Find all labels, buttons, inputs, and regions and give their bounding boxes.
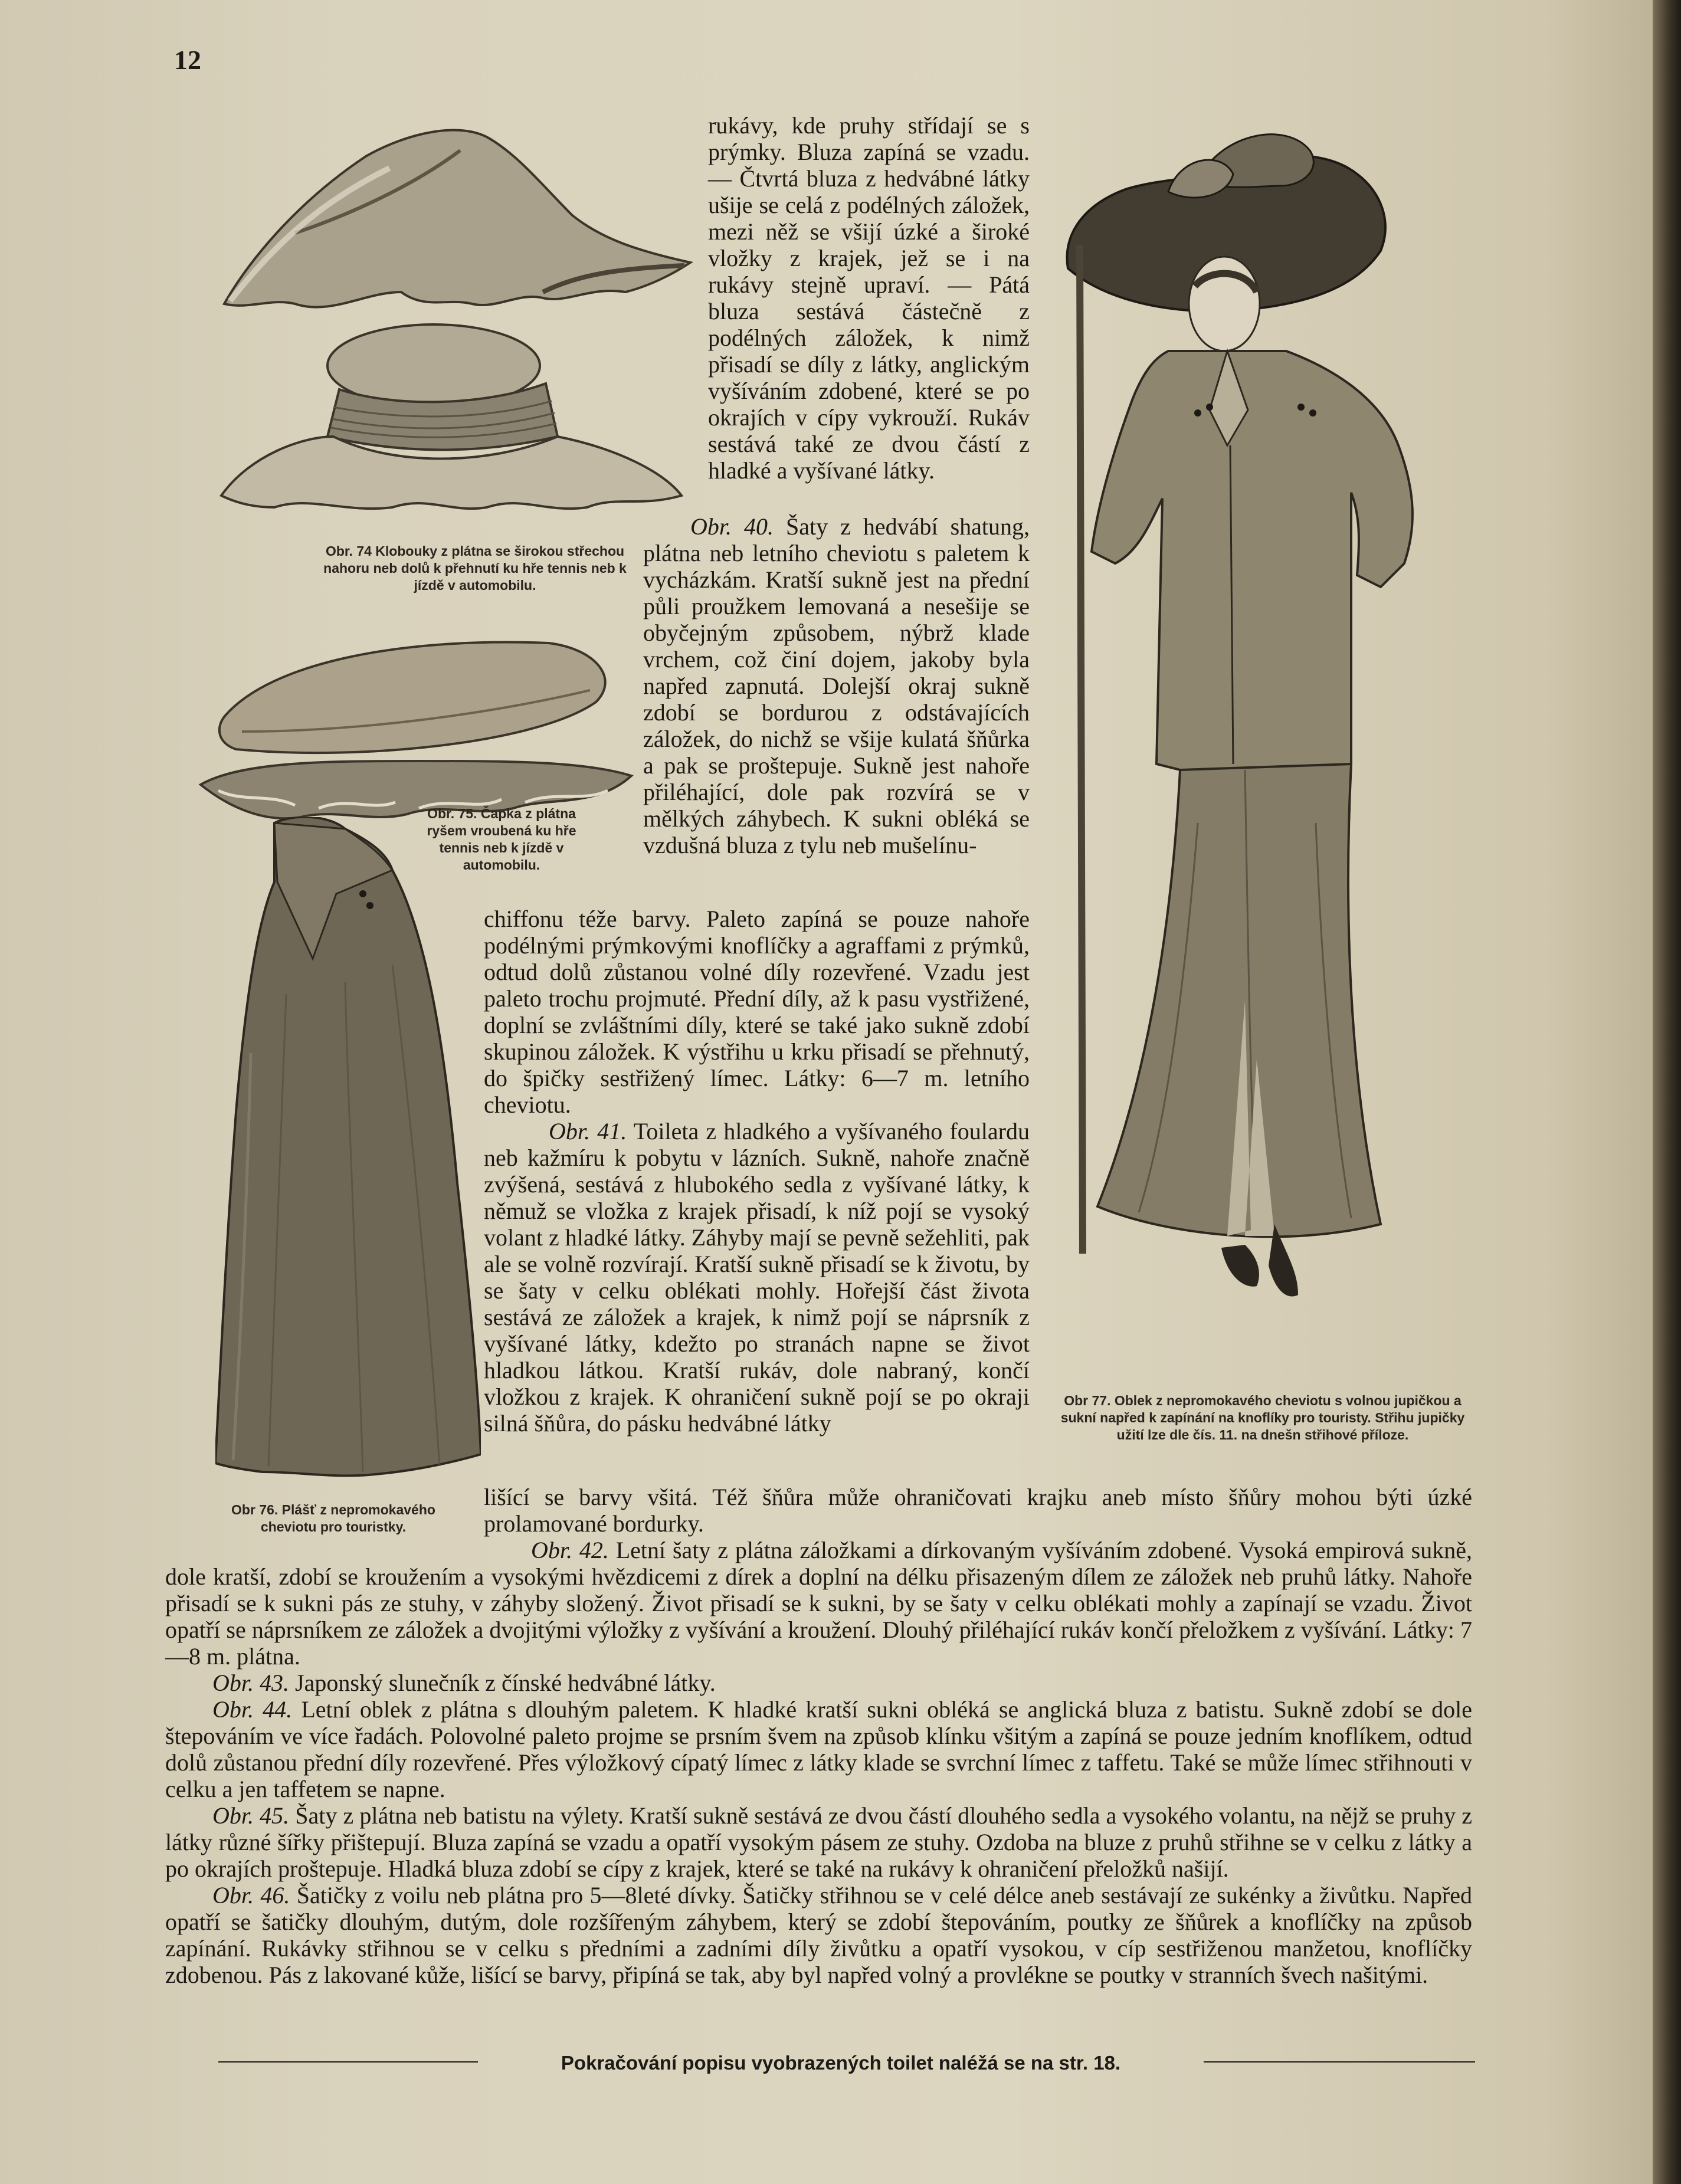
book-spine-edge [1653,0,1681,2184]
obr40-41-block [484,906,1030,1437]
obr46-text: Šatičky z voilu neb plátna pro 5—8leté dívky. Šatičky střihnou se v celé délce aneb sestávají ze sukénky a živůtku. Napřed opatří se šatičky dlouhým, dutým, dole rozšířeným záhybem, který se zdobí štepováním, poutky ze šňůrek a knoflíčky na způsob zapínání. Rukávky střihnou se v celku s předními a zadními díly živůtku a opatří vysokou, v cíp sestřiženou manžetou, knoflíčky zdobenou. Pás z lakované kůže, lišící se barvy, připíná se tak, aby byl napřed volný a provlékne se poutky v stranních švech našitými. [165,1882,1473,1988]
obr40-label: Obr. 40. [690,513,774,540]
obr41-text: Toileta z hladkého a vyšívaného foulardu neb kažmíru k pobytu v lázních. Sukně, nahoře značně zvýšená, sestává z hlubokého sedla z vyšívané látky, k němuž se vložka z krajek přisadí, k níž pojí se vysoký volant z hladké látky. Záhyby mají se pevně sežehliti, pak ale se volně rozvírají. Kratší sukně přisadí se k životu, by se šaty v celku oblékati mohly. Hořejší část života sestává ze záložek a krajek, k nimž pojí se náprsník z vyšívané látky, kdežto po stranách napne se život hladkou látkou. Kratší rukáv, dole nabraný, končí vložkou z krajek. K ohraničení sukně pojí se po okraji silná šňůra, do pásku hedvábné látky [484,1118,1030,1437]
figure-caption-74: Obr. 74 Klobouky z plátna se širokou střechou nahoru neb dolů k přehnutí ku hře tennis neb k jízdě v automobilu. [323,543,627,593]
obr46-label: Obr. 46. [212,1882,290,1908]
figure-caption-75: Obr. 75. Čapka z plátna ryšem vroubená ku hře tennis neb k jízdě v automobilu. [427,806,576,873]
obr40-text-b: chiffonu téže barvy. Paleto zapíná se pouze nahoře podélnými prýmkovými knoflíčky a agraffami z prýmků, odtud dolů zůstanou volné díly rozevřené. Vzadu jest paleto trochu projmuté. Přední díly, až k pasu vystřižené, doplní se zvláštními díly, které se také jako sukně zdobí skupinou záložek. K výstřihu u krku přisadí se přehnutý, do špičky sestřižený límec. Látky: 6—7 m. letního cheviotu. [484,906,1030,1118]
page-footer [218,2052,1475,2078]
full-width-text [165,1484,1472,1988]
footer-rule-right [1204,2061,1475,2063]
obr45-text: Šaty z plátna neb batistu na výlety. Kratší sukně sestává ze dvou částí dlouhého sedla a vysokého volantu, na nějž se pruhy z látky různé šířky přištepují. Bluza zapíná se vzadu a opatří vysokým pásem ze stuhy. Ozdoba na bluze z pruhů střihne se v celku z látky a po okrajích proštepuje. Hladká bluza zdobí se cípy z krajek, které se také na rukávy k ohraničení přeložků našijí. [165,1802,1473,1882]
footer-rule-left [218,2061,478,2063]
obr40-text-a: Šaty z hedvábí shatung, plátna neb letního cheviotu s paletem k vycházkám. Kratší sukně jest na přední půli proužkem lemovaná a nesešije se obyčejným způsobem, nýbrž klade vrchem, což činí dojem, jakoby byla napřed zapnutá. Dolejší okraj sukně zdobí se bordurou z odstávajících záložek, do nichž se všije kulatá šňůrka a pak se proštepuje. Sukně jest nahoře přiléhající, dole pak rozvírá se v mělkých záhybech. K sukni obléká se vzdušná bluza z tylu neb mušelínu- [643,513,1030,858]
obr43-text: Japonský slunečník z čínské hedvábné látky. [295,1670,716,1696]
touring-cape-illustration [215,817,481,1484]
woman-walking-suit-illustration [1050,115,1499,1378]
paragraph-blouses: rukávy, kde pruhy střídají se s prýmky. Bluza zapíná se vzadu. — Čtvrtá bluza z hedvábné látky ušije se celá z podélných záložek, mezi něž se všijí úzké a široké vložky z krajek, jež se i na rukávy stejně upraví. — Pátá bluza sestává částečně z podélných záložek, k nimž přisadí se díly z látky, anglickým vyšíváním zdobené, které se po okrajích v cípy vykrouží. Rukáv sestává také ze dvou částí z hladké a vyšívané látky. [708,112,1030,484]
obr44-label: Obr. 44. [212,1696,293,1723]
footer-text: Pokračování popisu vyobrazených toilet naléžá se na str. 18. [561,2052,1121,2074]
hat-illustration-1 [212,115,708,327]
obr44-text: Letní oblek z plátna s dlouhým paletem. K hladké kratší sukni obléká se anglická bluza z batistu. Sukně zdobí se dole štepováním ve více řadách. Polovolné paleto projme se prsním švem na způsob klínku všitým a zapíná se pouze jedním knoflíkem, odtud dolů zůstanou přední díly rozevřené. Přes výložkový cípatý límec z látky klade se svrchní límec z taffetu. Také se může límec střihnouti v celku a jen taffetem se napne. [165,1696,1472,1802]
obr45-label: Obr. 45. [212,1802,290,1829]
column-text-upper [708,112,1030,484]
figure-caption-77: Obr 77. Oblek z nepromokavého cheviotu s volnou jupičkou a sukní napřed k zapínání na knoflíky pro touristy. Střihu jupičky užití lze dle čís. 11. na dnešn střihové příloze. [1060,1393,1465,1442]
obr41-label: Obr. 41. [549,1118,627,1145]
obr43-label: Obr. 43. [212,1670,290,1696]
figure-caption-76: Obr 76. Plášť z nepromokavého cheviotu pro touristky. [231,1502,435,1534]
obr42-text: Letní šaty z plátna záložkami a dírkovaným vyšíváním zdobené. Vysoká empirová sukně, dole kratší, zdobí se kroužením a vysokými hvězdicemi z dírek a doplní na délku přisazeným dílem ze záložek neb pruhů látky. Nahoře přisadí se k sukni pás ze stuhy, v záhyby složený. Život přisadí se k sukni, by se šaty v celku oblékati mohly a zapínají se vzadu. Život opatří se náprsníkem ze záložek a dvojitými výložky z vyšívání a kroužení. Dlouhý přiléhající rukáv končí přeložkem z vyšívání. Látky: 7—8 m. plátna. [165,1537,1472,1670]
hat-illustration-2 [215,319,687,519]
tennis-cap-illustration [183,614,643,832]
obr42-label: Obr. 42. [531,1537,609,1563]
obr40-block-narrow [643,513,1030,858]
obr41-end: lišící se barvy všitá. Též šňůra může ohraničovati krajku aneb místo šňůry mohou býti úzké prolamované bordurky. [484,1484,1472,1537]
page-number: 12 [174,45,201,75]
